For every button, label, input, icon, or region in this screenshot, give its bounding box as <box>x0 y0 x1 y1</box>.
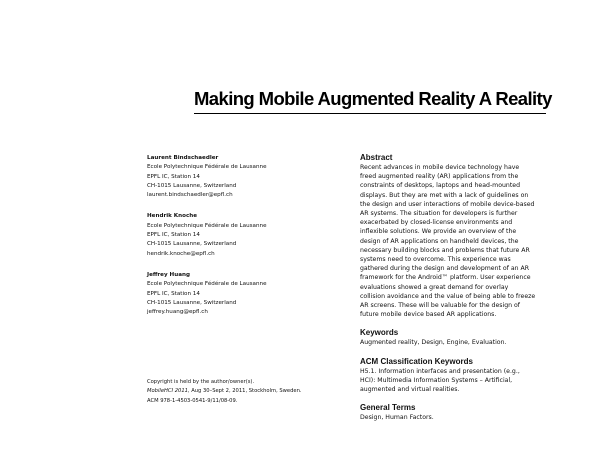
abstract-line: collision avoidance and the value of being able to freeze <box>360 292 536 300</box>
abstract-line: necessary building blocks and problems that future AR <box>360 246 530 254</box>
acm-text <box>360 367 560 395</box>
abstract-line: future mobile device based AR applications. <box>360 311 497 319</box>
keywords-heading: Keywords <box>360 328 399 338</box>
acm-line: H5.1. Information interfaces and presentation (e.g., <box>360 367 520 375</box>
author-address: EPFL IC, Station 14 <box>147 232 200 239</box>
author-name: Hendrik Knoche <box>147 213 198 220</box>
abstract-line: inflexible solutions. We provide an overview of the <box>360 228 517 236</box>
author-address: EPFL IC, Station 14 <box>147 290 200 297</box>
abstract-line: systems need to overcome. This experience was <box>360 256 511 264</box>
abstract-line: design of AR applications on handheld devices, the <box>360 237 519 245</box>
author-email: hendrik.knoche@epfl.ch <box>147 250 215 257</box>
author-affiliation: Ecole Polytechnique Fédérale de Lausanne <box>147 281 267 288</box>
abstract-line: constraints of desktops, laptops and head-mounted <box>360 182 520 190</box>
abstract-line: exacerbated by closed-license environments and <box>360 219 513 227</box>
author-email: laurent.bindschaedler@epfl.ch <box>147 192 233 199</box>
right-column <box>360 153 560 422</box>
author-block <box>147 271 337 317</box>
acm-heading: ACM Classification Keywords <box>360 356 473 366</box>
author-block <box>147 212 337 258</box>
keywords-line: Augmented reality, Design, Engine, Evaluation. <box>360 339 507 347</box>
conference-line <box>147 387 347 396</box>
abstract-line: displays. But they are met with a lack of guidelines on <box>360 191 529 199</box>
section-gap <box>360 394 560 403</box>
title-rule <box>194 113 546 114</box>
author-city: CH-1015 Lausanne, Switzerland <box>147 241 237 248</box>
general-terms-line: Design, Human Factors. <box>360 414 434 422</box>
abstract-line: Recent advances in mobile device technology have <box>360 164 520 171</box>
author-city: CH-1015 Lausanne, Switzerland <box>147 182 237 189</box>
conference-details: , Aug 30–Sept 2, 2011, Stockholm, Sweden. <box>187 388 302 395</box>
abstract-line: gathered during the design and development of an AR <box>360 265 530 273</box>
author-affiliation: Ecole Polytechnique Fédérale de Lausanne <box>147 164 267 171</box>
abstract-line: evaluations showed a great demand for overlay <box>360 283 509 291</box>
abstract-heading: Abstract <box>360 153 393 162</box>
author-block <box>147 154 337 200</box>
acm-line: HCI): Multimedia Information Systems – Artificial, <box>360 376 513 384</box>
section-gap <box>360 319 560 328</box>
author-name: Laurent Bindschaedler <box>147 155 219 161</box>
author-list <box>147 154 337 329</box>
paper-title: Making Mobile Augmented Reality A Reality <box>194 88 552 109</box>
abstract-line: AR screens. These will be valuable for the design of <box>360 302 520 310</box>
acm-line: augmented and virtual realities. <box>360 386 460 394</box>
general-terms-heading: General Terms <box>360 403 416 413</box>
copyright-block <box>147 378 347 406</box>
general-terms-text <box>360 413 560 422</box>
acm-isbn: ACM 978-1-4503-0541-9/11/08-09. <box>147 397 238 404</box>
author-email: jeffrey.huang@epfl.ch <box>147 309 208 316</box>
copyright-notice: Copyright is held by the author/owner(s). <box>147 379 255 385</box>
author-address: EPFL IC, Station 14 <box>147 173 200 180</box>
conference-name: MobileHCI 2011 <box>147 388 188 395</box>
author-affiliation: Ecole Polytechnique Fédérale de Lausanne <box>147 222 267 229</box>
keywords-text <box>360 338 560 347</box>
section-gap <box>360 348 560 357</box>
abstract-text <box>360 163 560 319</box>
abstract-line: AR systems. The situation for developers is further <box>360 210 518 218</box>
author-city: CH-1015 Lausanne, Switzerland <box>147 299 237 306</box>
abstract-line: framework for the Android™ platform. User experience <box>360 274 531 282</box>
author-name: Jeffrey Huang <box>147 271 190 278</box>
abstract-line: freed augmented reality (AR) applications from the <box>360 173 519 181</box>
abstract-line: the design and user interactions of mobile device-based <box>360 200 535 208</box>
